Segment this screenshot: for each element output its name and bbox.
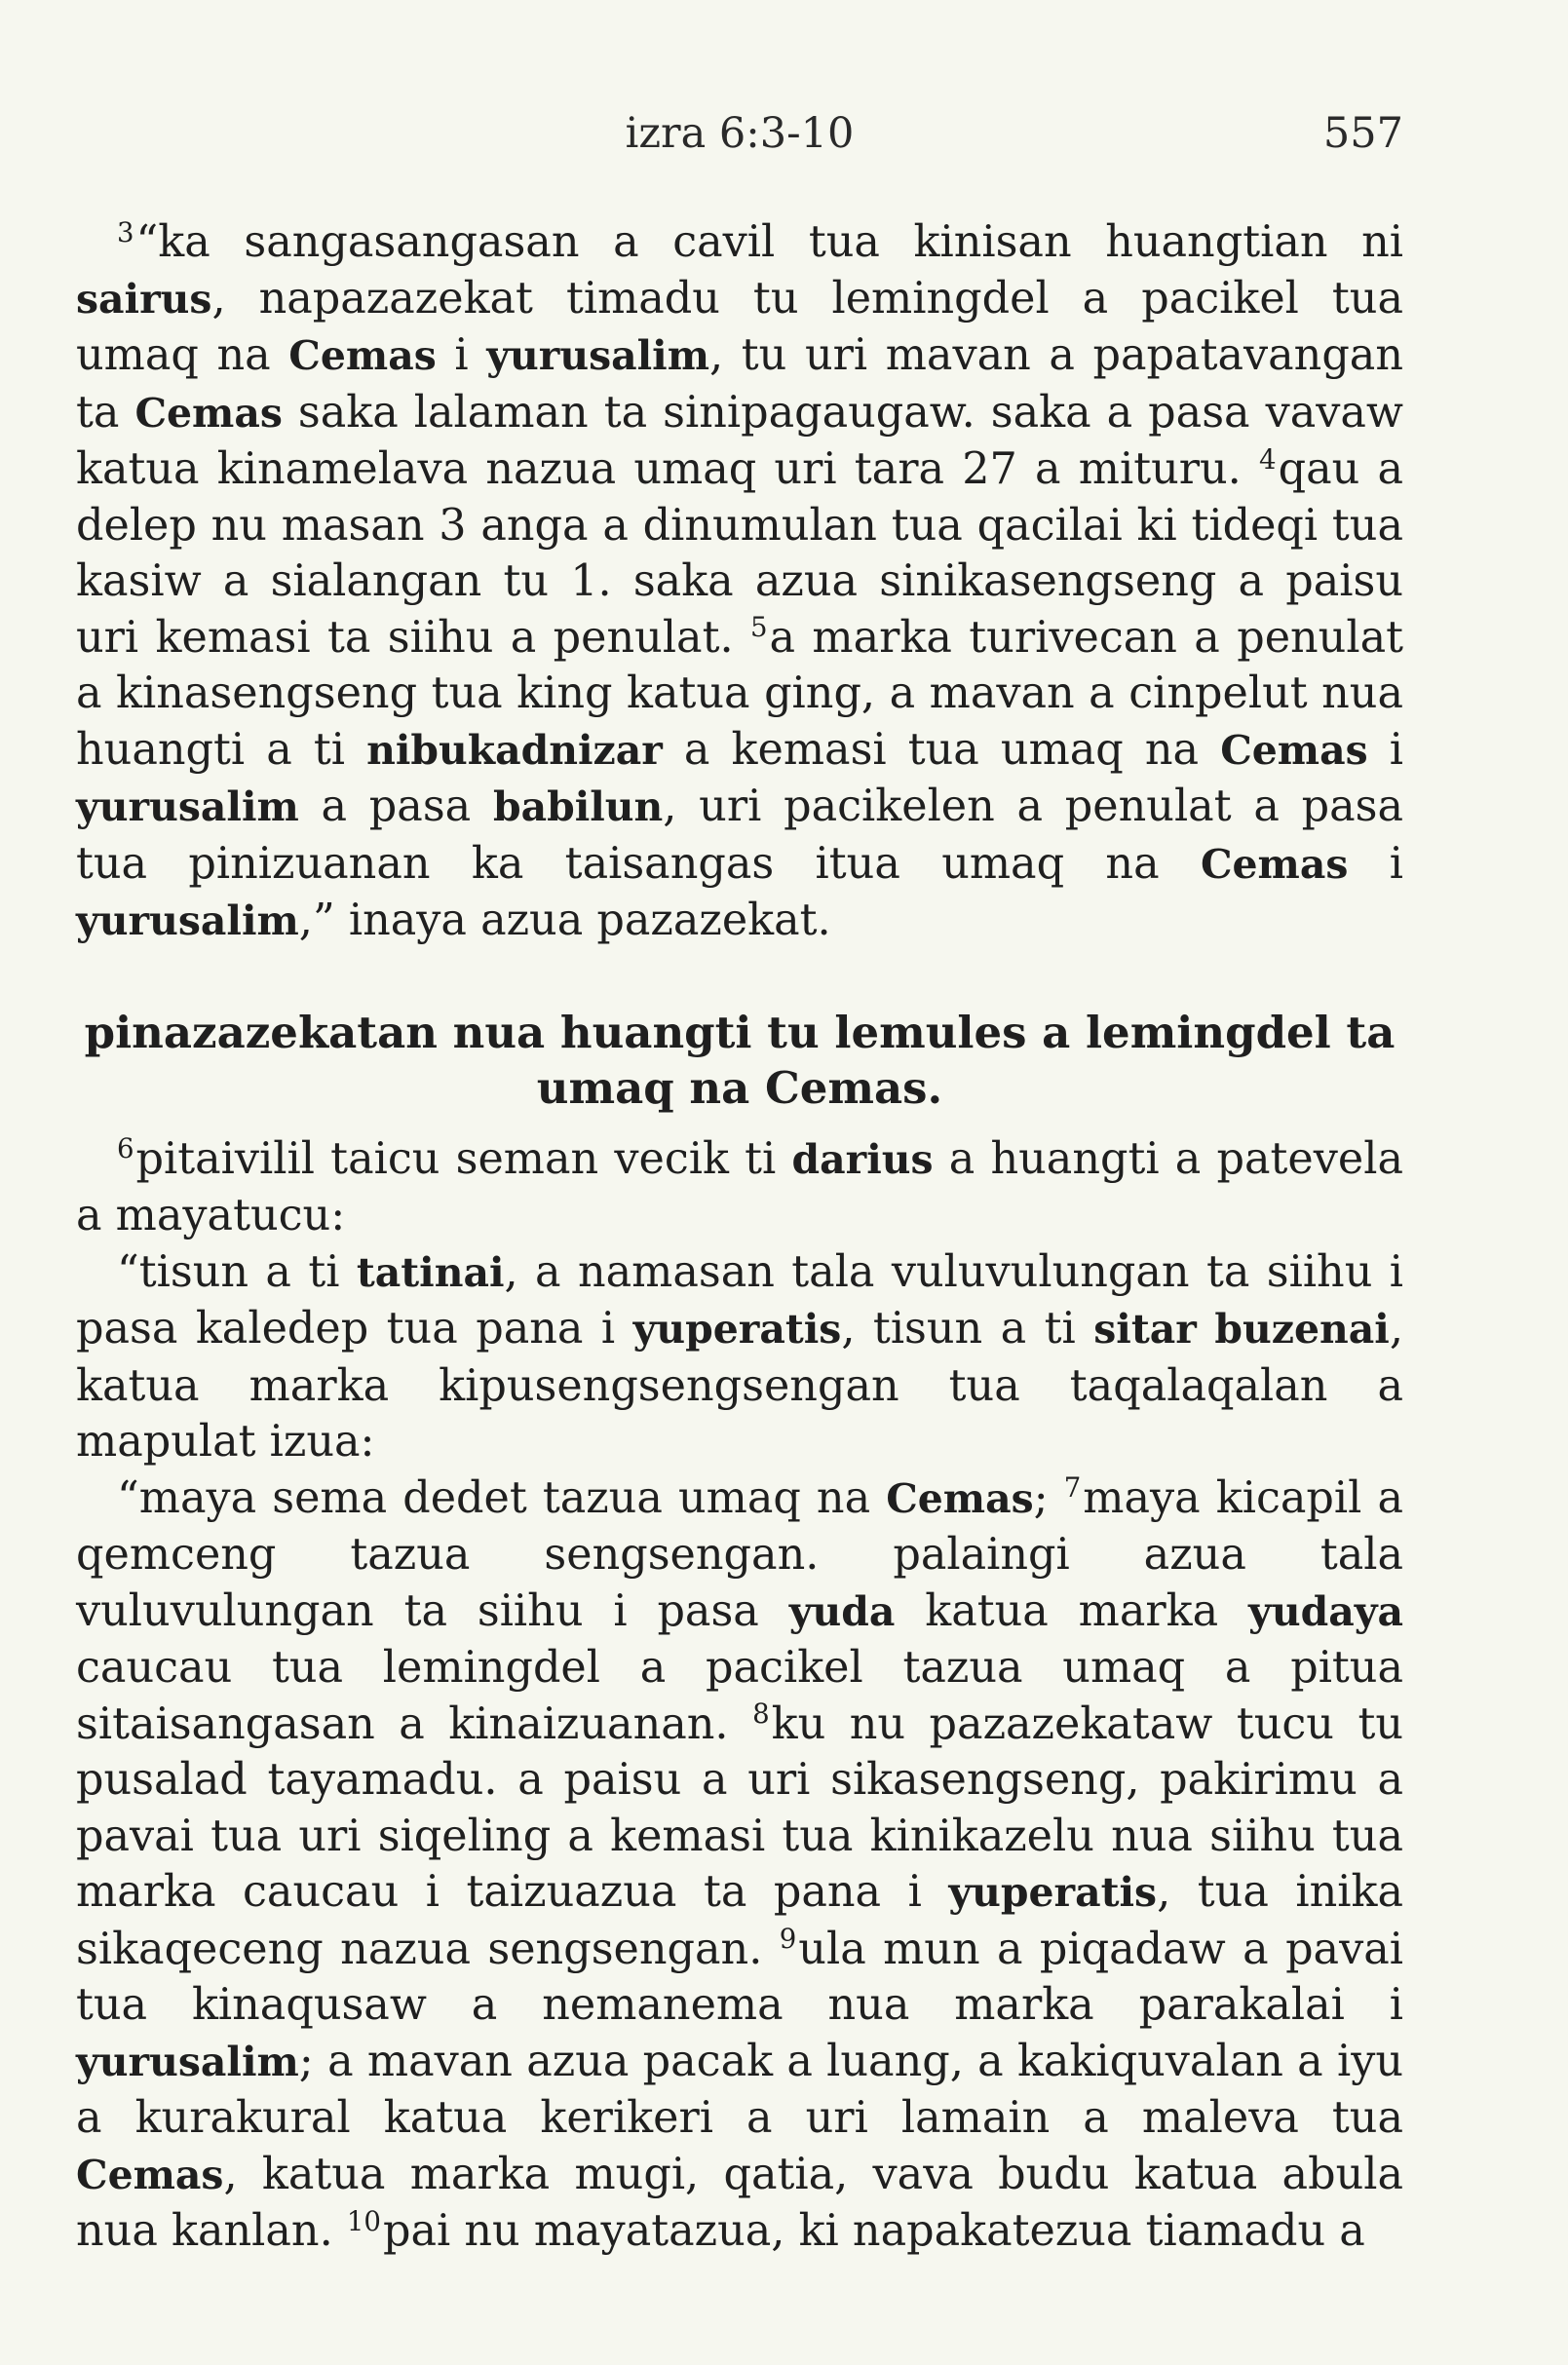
text-run: , tisun a ti bbox=[841, 1304, 1094, 1354]
paragraph-verse-6 bbox=[76, 1131, 1403, 1244]
text-run: “maya sema dedet tazua umaq na bbox=[117, 1472, 887, 1523]
proper-name: yuperatis bbox=[632, 1306, 842, 1353]
proper-name: sairus bbox=[76, 275, 212, 323]
proper-name: Cemas bbox=[1220, 726, 1368, 774]
proper-name: tatinai bbox=[356, 1248, 505, 1296]
paragraph-verses-3-5 bbox=[76, 214, 1403, 950]
verse-number: 6 bbox=[117, 1132, 134, 1165]
text-run: qau a delep nu masan 3 anga a dinumulan tua qacilai ki tideqi tua kasiw a sialangan tu 1. saka azua sinikasengseng a paisu uri kemasi ta siihu a penulat. bbox=[76, 444, 1404, 663]
proper-name: Cemas bbox=[288, 332, 437, 379]
verse-number: 10 bbox=[346, 2204, 381, 2237]
body-text bbox=[76, 214, 1403, 2260]
verse-number: 5 bbox=[749, 611, 768, 644]
text-run: ; a mavan azua pacak a luang, a kakiquvalan a iyu a kurakural katua kerikeri a uri lamain a maleva tua bbox=[76, 2036, 1403, 2143]
verse-number: 4 bbox=[1259, 442, 1277, 476]
proper-name: yurusalim bbox=[486, 332, 710, 379]
text-run: ,” inaya azua pazazekat. bbox=[298, 896, 831, 945]
text-run: i bbox=[1348, 838, 1403, 889]
text-run: i bbox=[436, 330, 487, 380]
verse-number: 7 bbox=[1063, 1471, 1082, 1505]
paragraph-letter-address bbox=[76, 1244, 1403, 1470]
proper-name: yuda bbox=[788, 1587, 896, 1635]
text-run: , katua marka mugi, qatia, vava budu katua abula nua kanlan. bbox=[76, 2149, 1403, 2256]
proper-name: yudaya bbox=[1248, 1587, 1403, 1635]
verse-number: 9 bbox=[779, 1923, 797, 1956]
proper-name: yurusalim bbox=[76, 897, 299, 944]
proper-name: Cemas bbox=[134, 389, 283, 437]
page-header bbox=[76, 109, 1403, 168]
proper-name: darius bbox=[791, 1135, 934, 1183]
proper-name: yurusalim bbox=[76, 2038, 299, 2085]
text-run: , tu uri mavan a papatavangan ta bbox=[76, 330, 1403, 438]
text-run: ku nu pazazekataw tucu tu pusalad tayamadu. a paisu a uri sikasengseng, pakirimu a pavai tua uri siqeling a kemasi tua kinikazelu nua siihu tua marka caucau i taizuazua ta pana i bbox=[76, 1698, 1403, 1917]
text-run: , a namasan tala vuluvulungan ta siihu i pasa kaledep tua pana i bbox=[76, 1246, 1403, 1354]
text-run: “ka sangasangasan a cavil tua kinisan huangtian ni bbox=[135, 217, 1403, 267]
proper-name: Cemas bbox=[1200, 840, 1349, 888]
text-run: maya kicapil a qemceng tazua sengsengan. palaingi azua tala vuluvulungan ta siihu i pasa bbox=[76, 1472, 1403, 1636]
text-run: i bbox=[1367, 724, 1403, 775]
text-run: a kemasi tua umaq na bbox=[662, 724, 1221, 775]
text-run: pai nu mayatazua, ki napakatezua tiamadu a bbox=[382, 2206, 1365, 2256]
text-run: “tisun a ti bbox=[117, 1246, 357, 1297]
text-run: , napazazekat timadu tu lemingdel a pacikel tua umaq na bbox=[76, 273, 1403, 380]
proper-name: babilun bbox=[492, 783, 664, 830]
proper-name: yuperatis bbox=[948, 1869, 1158, 1916]
text-run: saka lalaman ta sinipagaugaw. saka a pasa vavaw katua kinamelava nazua umaq uri tara 27 a mituru. bbox=[76, 387, 1404, 494]
text-run: , katua marka kipusengsengsengan tua taqalaqalan a mapulat izua: bbox=[76, 1304, 1403, 1467]
running-head: izra 6:3-10 bbox=[625, 109, 855, 158]
verse-number: 3 bbox=[117, 215, 134, 248]
text-run: pitaivilil taicu seman vecik ti bbox=[135, 1133, 792, 1184]
page-number: 557 bbox=[1322, 109, 1403, 158]
proper-name: yurusalim bbox=[76, 783, 299, 830]
text-run: a pasa bbox=[298, 782, 493, 831]
text-run: , uri pacikelen a penulat a pasa tua pinizuanan ka taisangas itua umaq na bbox=[76, 782, 1403, 889]
text-run: , tua inika sikaqeceng nazua sengsengan. bbox=[76, 1867, 1403, 1974]
proper-name: sitar buzenai bbox=[1093, 1306, 1390, 1353]
section-heading: pinazazekatan nua huangti tu lemules a lemingdel ta umaq na Cemas. bbox=[84, 1006, 1396, 1114]
page bbox=[76, 0, 1403, 2365]
text-run: a marka turivecan a penulat a kinasengseng tua king katua ging, a mavan a cinpelut nua huangti a ti bbox=[76, 612, 1403, 775]
proper-name: nibukadnizar bbox=[366, 726, 663, 774]
proper-name: Cemas bbox=[76, 2151, 224, 2198]
paragraph-verses-7-10 bbox=[76, 1470, 1403, 2260]
text-run: ; bbox=[1033, 1472, 1064, 1523]
verse-number: 8 bbox=[752, 1697, 770, 1731]
text-run: caucau tua lemingdel a pacikel tazua umaq a pitua sitaisangasan a kinaizuanan. bbox=[76, 1643, 1403, 1749]
proper-name: Cemas bbox=[886, 1474, 1034, 1522]
text-run: katua marka bbox=[895, 1585, 1249, 1636]
text-run: a huangti a patevela a mayatucu: bbox=[76, 1133, 1403, 1240]
text-run: ula mun a piqadaw a pavai tua kinaqusaw a nemanema nua marka parakalai i bbox=[76, 1924, 1403, 2030]
